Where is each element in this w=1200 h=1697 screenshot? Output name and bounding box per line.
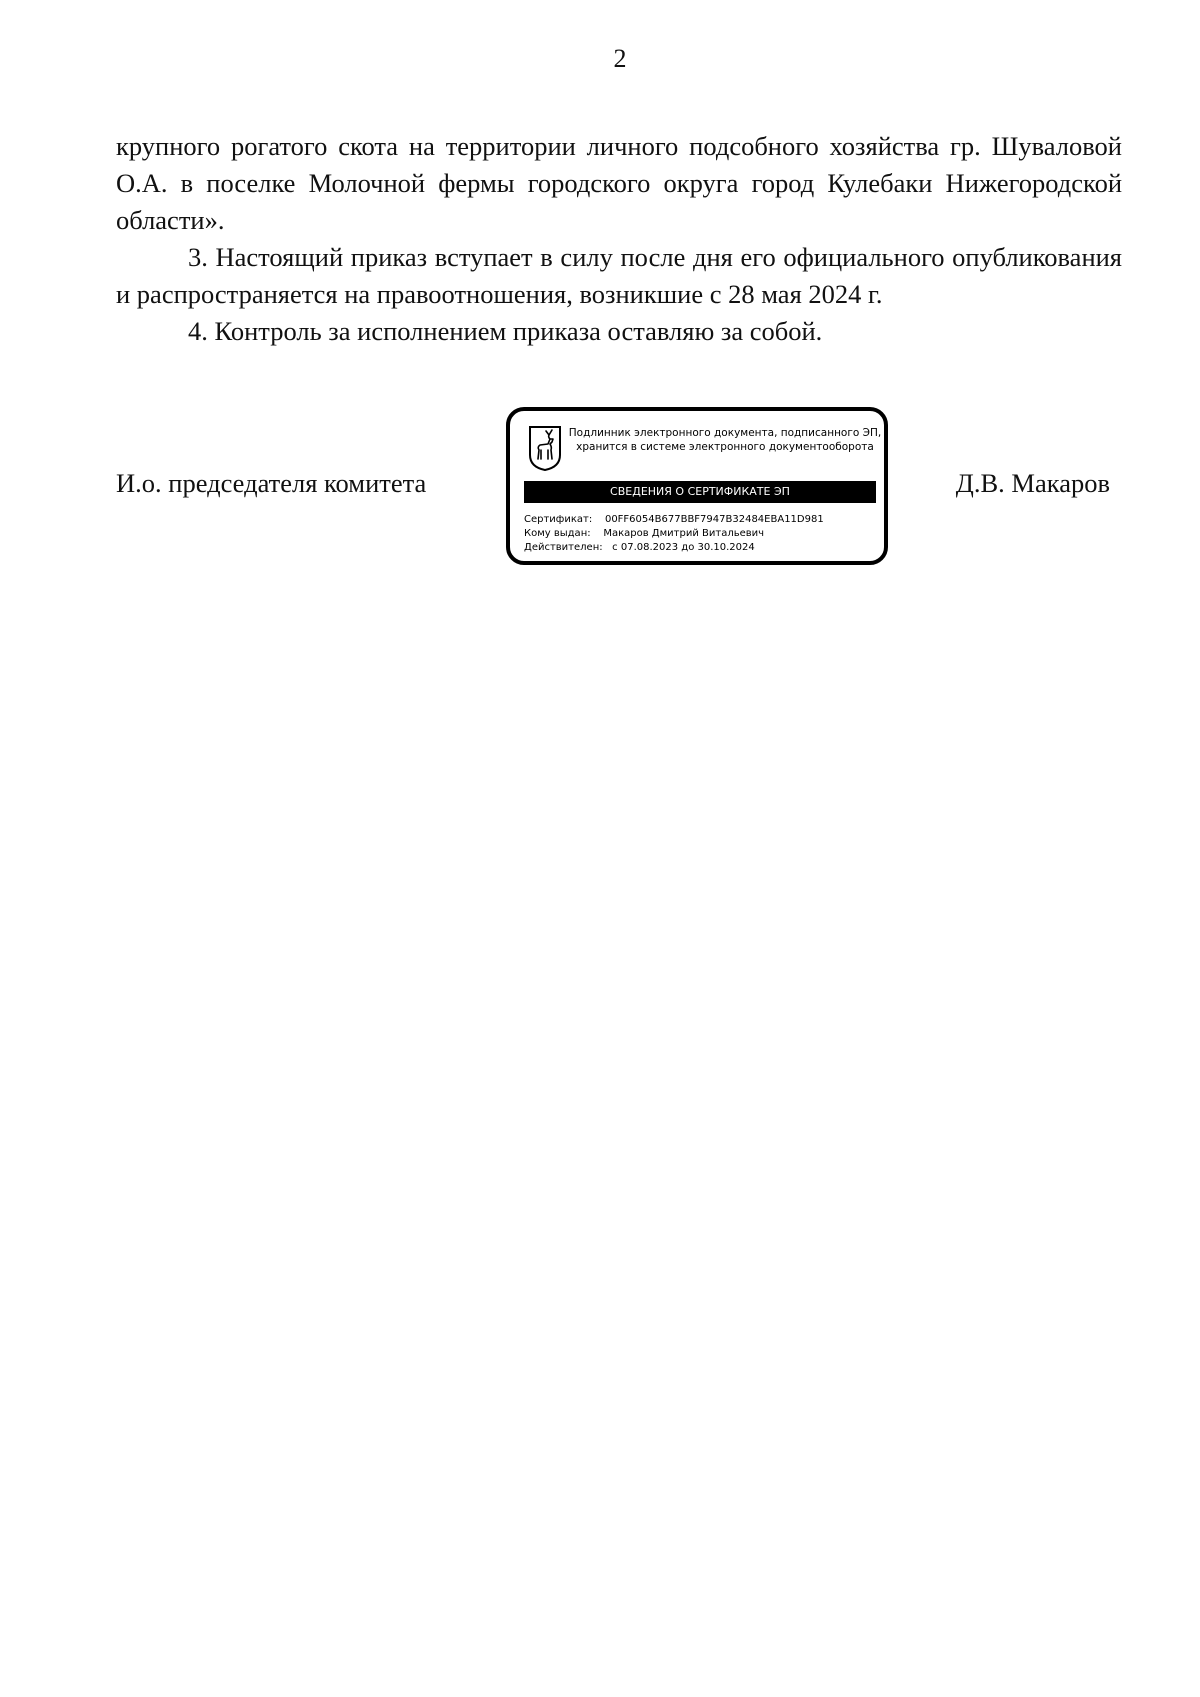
stamp-header-line-2: хранится в системе электронного документооборота bbox=[576, 441, 874, 453]
certificate-details bbox=[524, 513, 824, 555]
deer-coat-of-arms-icon bbox=[528, 425, 562, 471]
signatory-title: И.о. председателя комитета bbox=[116, 468, 427, 498]
page-number: 2 bbox=[613, 44, 627, 73]
issued-to-label: Кому выдан: bbox=[524, 528, 591, 539]
certificate-info-bar: СВЕДЕНИЯ О СЕРТИФИКАТЕ ЭП bbox=[524, 481, 876, 503]
document-body bbox=[116, 128, 1122, 350]
signatory-name: Д.В. Макаров bbox=[955, 468, 1110, 498]
validity-value: с 07.08.2023 до 30.10.2024 bbox=[612, 542, 755, 553]
issued-to-row bbox=[524, 527, 824, 541]
validity-label: Действителен: bbox=[524, 542, 603, 553]
stamp-header bbox=[568, 426, 882, 454]
paragraph-4: 4. Контроль за исполнением приказа оставляю за собой. bbox=[188, 316, 823, 346]
paragraph-3: 3. Настоящий приказ вступает в силу после дня его официального опубликования и распространяется на правоотношения, возникшие с 28 мая 2024 г. bbox=[116, 242, 1122, 309]
stamp-header-line-1: Подлинник электронного документа, подписанного ЭП, bbox=[568, 427, 882, 439]
certificate-row bbox=[524, 513, 824, 527]
certificate-value: 00FF6054B677BBF7947B32484EBA11D981 bbox=[604, 514, 824, 525]
certificate-label: Сертификат: bbox=[524, 514, 593, 525]
issued-to-value: Макаров Дмитрий Витальевич bbox=[603, 528, 765, 539]
electronic-signature-stamp bbox=[506, 407, 888, 565]
validity-row bbox=[524, 541, 824, 555]
paragraph-continuation: крупного рогатого скота на территории личного подсобного хозяйства гр. Шуваловой О.А. в поселке Молочной фермы городского округа город Кулебаки Нижегородской области». bbox=[116, 131, 1122, 235]
